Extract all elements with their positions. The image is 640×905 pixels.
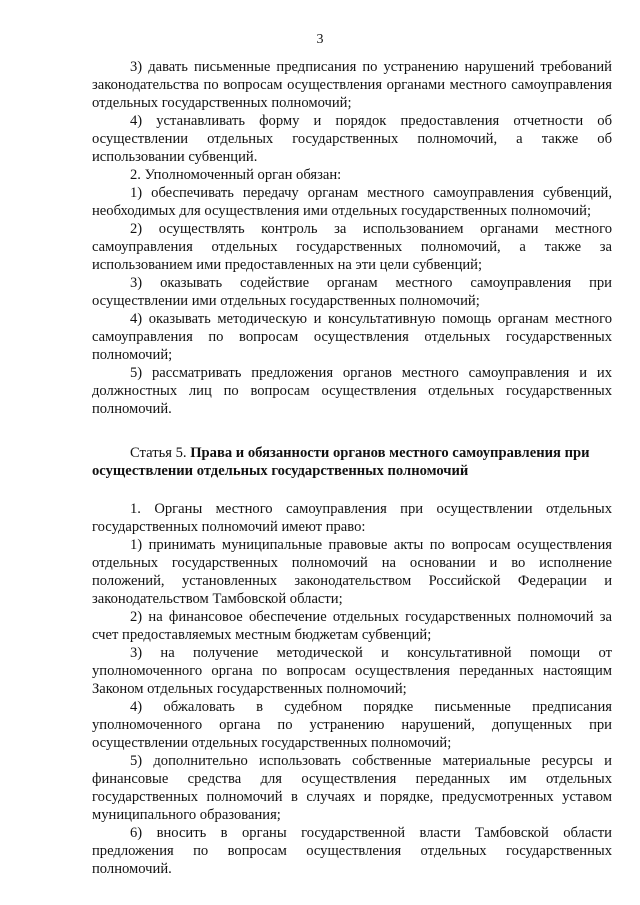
paragraph: 2. Уполномоченный орган обязан: <box>130 167 342 183</box>
page-number: 3 <box>316 32 324 47</box>
paragraph: 5) дополнительно использовать собственные материальные ресурсы и финансовые средства для осуществления переданных им отдельных государственных полномочий в случаях и порядке, предусмотренных уставом муниципального образования; <box>92 753 612 823</box>
paragraph: 1) принимать муниципальные правовые акты по вопросам осуществления отдельных государственных полномочий на основании и во исполнение положений, установленных законодательством Российской Федерации и законодательством Тамбовской области; <box>92 537 612 607</box>
paragraph: 1. Органы местного самоуправления при осуществлении отдельных государственных полномочий имеют право: <box>92 501 612 535</box>
article-heading <box>92 444 612 480</box>
spacer <box>92 418 612 444</box>
paragraph: 3) оказывать содействие органам местного самоуправления при осуществлении ими отдельных государственных полномочий; <box>92 275 612 309</box>
paragraph: 1) обеспечивать передачу органам местного самоуправления субвенций, необходимых для осуществления ими отдельных государственных полномочий; <box>92 185 612 219</box>
article-prefix: Статья 5. <box>130 445 191 461</box>
spacer <box>92 480 612 500</box>
paragraph: 2) осуществлять контроль за использованием органами местного самоуправления отдельных государственных полномочий, а также за использованием ими предоставленных на эти цели субвенций; <box>92 221 612 273</box>
paragraph: 5) рассматривать предложения органов местного самоуправления и их должностных лиц по вопросам осуществления отдельных государственных полномочий. <box>92 365 612 417</box>
paragraph: 2) на финансовое обеспечение отдельных государственных полномочий за счет предоставляемых местным бюджетам субвенций; <box>92 609 612 643</box>
paragraph: 4) обжаловать в судебном порядке письменные предписания уполномоченного органа по устранению нарушений, допущенных при осуществлении отдельных государственных полномочий; <box>92 699 612 751</box>
article-title: Права и обязанности органов местного самоуправления при осуществлении отдельных государственных полномочий <box>92 445 590 479</box>
paragraph: 4) устанавливать форму и порядок предоставления отчетности об осуществлении отдельных государственных полномочий, а также об использовании субвенций. <box>92 113 612 165</box>
paragraph: 3) давать письменные предписания по устранению нарушений требований законодательства по вопросам осуществления органами местного самоуправления отдельных государственных полномочий; <box>92 59 612 111</box>
paragraph: 3) на получение методической и консультативной помощи от уполномоченного органа по вопросам осуществления переданных настоящим Законом отдельных государственных полномочий; <box>92 645 612 697</box>
paragraph: 4) оказывать методическую и консультативную помощь органам местного самоуправления по вопросам осуществления отдельных государственных полномочий; <box>92 311 612 363</box>
paragraph: 6) вносить в органы государственной власти Тамбовской области предложения по вопросам осуществления отдельных государственных полномочий. <box>92 825 612 877</box>
document-body <box>92 58 612 878</box>
